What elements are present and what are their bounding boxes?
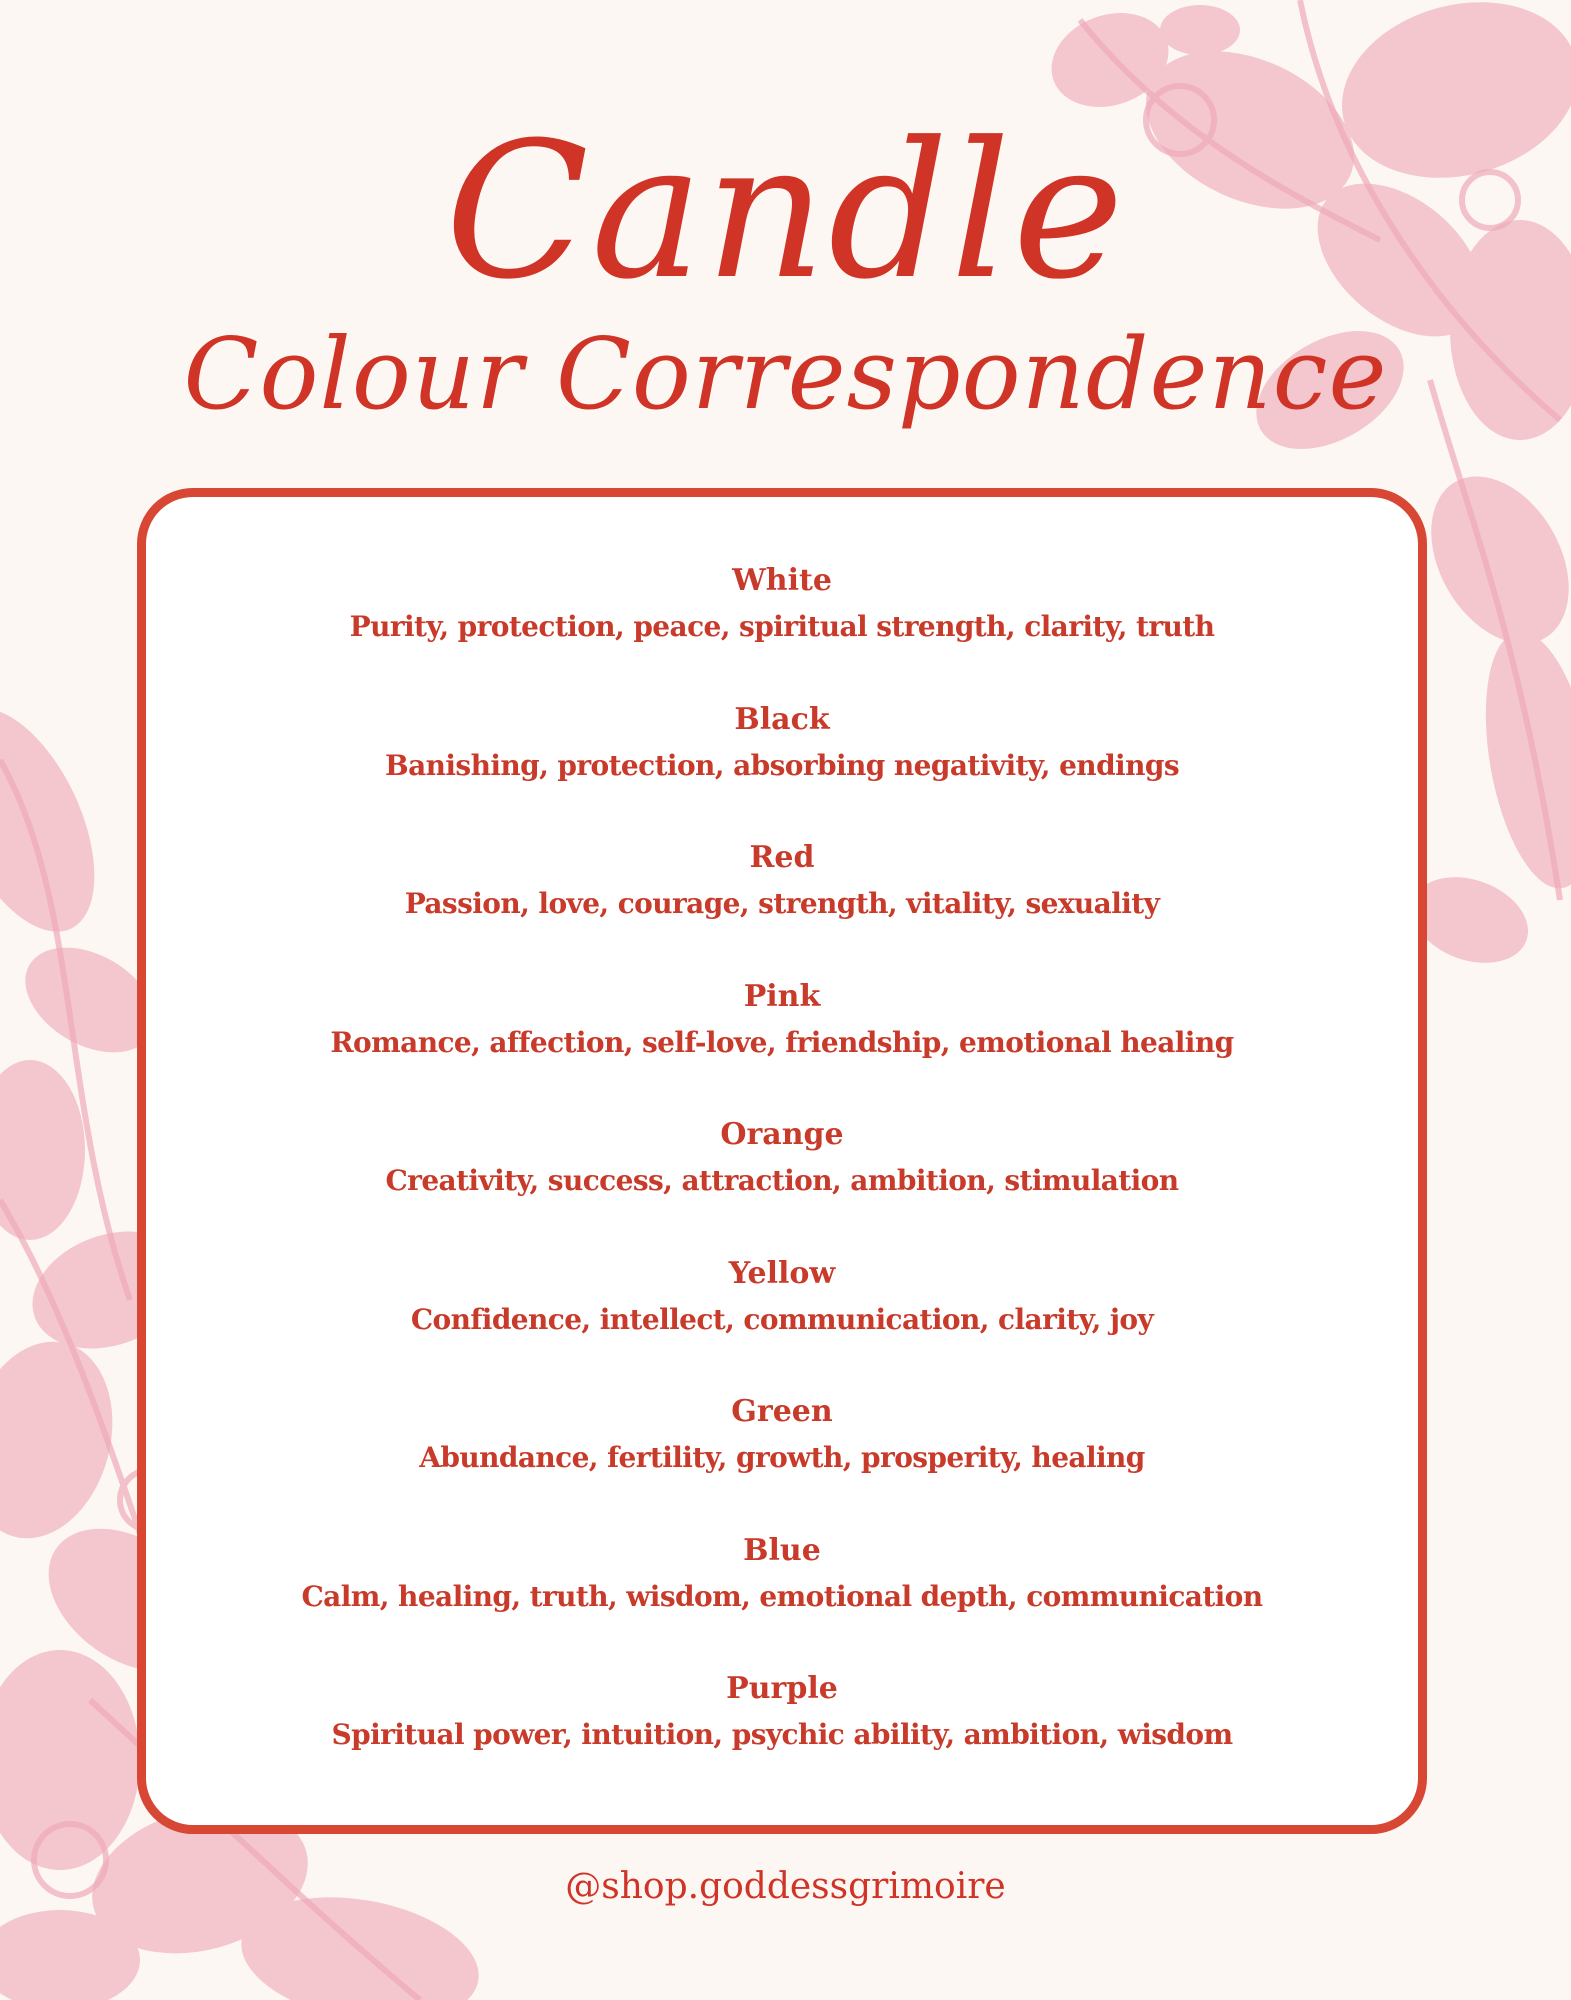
colour-name: White (732, 563, 832, 598)
list-item-white (146, 558, 1418, 697)
colour-meaning: Confidence, intellect, communication, clarity, joy (410, 1302, 1154, 1336)
colour-meaning: Spiritual power, intuition, psychic ability, ambition, wisdom (331, 1718, 1233, 1751)
colour-name: Orange (720, 1117, 844, 1152)
colour-name: Red (749, 840, 815, 875)
list-item-green (146, 1389, 1418, 1528)
correspondence-list (146, 558, 1418, 1805)
correspondence-card (137, 488, 1427, 1834)
list-item-purple (146, 1666, 1418, 1805)
colour-meaning: Romance, affection, self-love, friendship, emotional healing (330, 1025, 1234, 1059)
colour-meaning: Banishing, protection, absorbing negativity, endings (385, 748, 1179, 782)
list-item-orange (146, 1112, 1418, 1251)
list-item-yellow (146, 1251, 1418, 1390)
colour-meaning: Purity, protection, peace, spiritual strength, clarity, truth (349, 610, 1215, 643)
list-item-red (146, 835, 1418, 974)
page-subtitle: Colour Correspondence (183, 318, 1388, 432)
colour-name: Pink (743, 978, 821, 1014)
colour-name: Blue (743, 1532, 821, 1568)
colour-meaning: Creativity, success, attraction, ambition, stimulation (385, 1164, 1179, 1197)
colour-name: Purple (726, 1671, 838, 1706)
colour-meaning: Passion, love, courage, strength, vitality, sexuality (404, 887, 1160, 920)
list-item-pink (146, 974, 1418, 1113)
list-item-blue (146, 1528, 1418, 1667)
list-item-black (146, 697, 1418, 836)
colour-name: Black (734, 701, 830, 737)
page-title: Candle (445, 102, 1126, 321)
colour-meaning: Abundance, fertility, growth, prosperity, healing (419, 1441, 1145, 1474)
colour-name: Yellow (728, 1255, 836, 1291)
colour-meaning: Calm, healing, truth, wisdom, emotional depth, communication (301, 1579, 1263, 1613)
colour-name: Green (731, 1394, 833, 1429)
shop-handle-link[interactable]: @shop.goddessgrimoire (565, 1866, 1006, 1907)
